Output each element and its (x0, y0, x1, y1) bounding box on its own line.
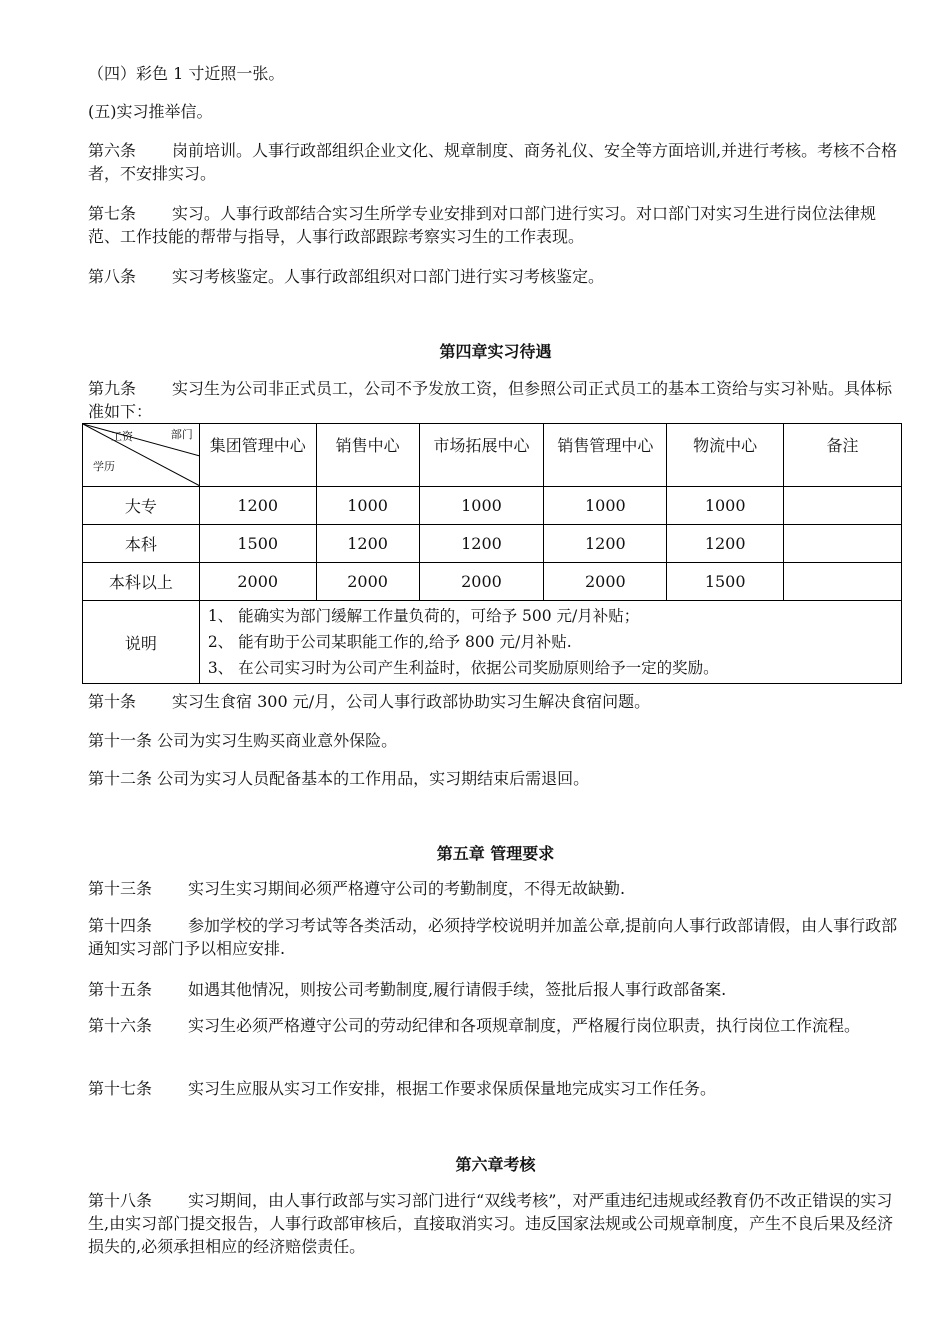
row-label: 本科以上 (83, 563, 200, 601)
corner-dept-label: 部门 (170, 428, 193, 441)
article-text: 实习生为公司非正式员工，公司不予发放工资，但参照公司正式员工的基本工资给与实习补贴。具体标准如下： (88, 379, 893, 421)
corner-edu-label: 学历 (93, 460, 115, 473)
article-number: 第十三条 (88, 879, 153, 898)
paragraph-item-4: （四）彩色 1 寸近照一张。 (88, 64, 285, 83)
article-text: 岗前培训。人事行政部组织企业文化、规章制度、商务礼仪、安全等方面培训,并进行考核。考核不合格者，不安排实习。 (88, 141, 898, 183)
note-item: 1、 能确实为部门缓解工作量负荷的，可给予 500 元/月补贴； (207, 607, 640, 625)
table-cell (784, 563, 902, 601)
notes-label: 说明 (83, 601, 200, 684)
article-number: 第十五条 (88, 980, 153, 999)
article-text: 实习生必须严格遵守公司的劳动纪律和各项规章制度，严格履行岗位职责，执行岗位工作流程。 (188, 1016, 861, 1035)
article-text: 实习生食宿 300 元/月，公司人事行政部协助实习生解决食宿问题。 (172, 692, 651, 711)
table-cell: 2000 (419, 563, 544, 601)
table-cell: 1200 (667, 525, 784, 563)
article-9 (88, 377, 903, 423)
article-number: 第九条 (88, 379, 137, 398)
note-item: 2、 能有助于公司某职能工作的,给予 800 元/月补贴. (207, 633, 572, 651)
article-number: 第六条 (88, 141, 137, 160)
article-number: 第十八条 (88, 1191, 153, 1210)
table-corner-cell (83, 424, 200, 487)
subsidy-table (82, 423, 902, 684)
table-cell: 2000 (199, 563, 316, 601)
table-cell: 1000 (316, 487, 419, 525)
article-8 (88, 265, 903, 288)
table-row (83, 487, 902, 525)
article-16 (88, 1014, 903, 1037)
article-18 (88, 1189, 903, 1258)
table-cell: 1200 (544, 525, 667, 563)
corner-salary-label: 工资 (111, 430, 133, 443)
column-header: 销售中心 (316, 424, 419, 487)
article-number: 第十七条 (88, 1079, 153, 1098)
article-text: 实习。人事行政部结合实习生所学专业安排到对口部门进行实习。对口部门对实习生进行岗位法律规范、工作技能的帮带与指导，人事行政部跟踪考察实习生的工作表现。 (88, 204, 877, 246)
article-number: 第十四条 (88, 916, 153, 935)
column-header: 物流中心 (667, 424, 784, 487)
table-cell: 1200 (199, 487, 316, 525)
article-7 (88, 202, 903, 248)
article-number: 第七条 (88, 204, 137, 223)
article-15 (88, 978, 903, 1001)
table-cell: 1000 (667, 487, 784, 525)
article-10 (88, 690, 903, 713)
note-item: 3、 在公司实习时为公司产生利益时，依据公司奖励原则给予一定的奖励。 (207, 659, 719, 677)
table-header-row (83, 424, 902, 487)
article-text: 实习生实习期间必须严格遵守公司的考勤制度，不得无故缺勤. (188, 879, 626, 898)
table-cell: 1000 (544, 487, 667, 525)
table-row (83, 563, 902, 601)
article-text: 实习考核鉴定。人事行政部组织对口部门进行实习考核鉴定。 (172, 267, 605, 286)
table-row (83, 525, 902, 563)
column-header: 备注 (784, 424, 902, 487)
chapter-4-heading: 第四章实习待遇 (439, 342, 552, 361)
article-12: 第十二条 公司为实习人员配备基本的工作用品，实习期结束后需退回。 (88, 769, 590, 788)
article-6 (88, 139, 903, 185)
article-number: 第十条 (88, 692, 137, 711)
article-text: 实习生应服从实习工作安排，根据工作要求保质保量地完成实习工作任务。 (188, 1079, 717, 1098)
row-label: 本科 (83, 525, 200, 563)
column-header: 销售管理中心 (544, 424, 667, 487)
table-cell (784, 525, 902, 563)
table-cell: 1500 (667, 563, 784, 601)
article-text: 如遇其他情况，则按公司考勤制度,履行请假手续，签批后报人事行政部备案. (188, 980, 727, 999)
table-cell (784, 487, 902, 525)
article-text: 参加学校的学习考试等各类活动，必须持学校说明并加盖公章,提前向人事行政部请假，由人事行政部通知实习部门予以相应安排. (88, 916, 898, 958)
column-header: 集团管理中心 (199, 424, 316, 487)
table-cell: 1200 (316, 525, 419, 563)
article-number: 第十六条 (88, 1016, 153, 1035)
table-cell: 2000 (544, 563, 667, 601)
article-text: 实习期间，由人事行政部与实习部门进行“双线考核”，对严重违纪违规或经教育仍不改正错误的实习生,由实习部门提交报告，人事行政部审核后，直接取消实习。违反国家法规或公司规章制度，产生不良后果及经济损失的,必须承担相应的经济赔偿责任。 (88, 1191, 894, 1256)
chapter-6-heading: 第六章考核 (455, 1155, 536, 1174)
row-label: 大专 (83, 487, 200, 525)
article-number: 第八条 (88, 267, 137, 286)
table-cell: 2000 (316, 563, 419, 601)
table-cell: 1500 (199, 525, 316, 563)
chapter-5-heading: 第五章 管理要求 (436, 844, 555, 863)
article-13 (88, 877, 903, 900)
article-14 (88, 914, 903, 960)
column-header: 市场拓展中心 (419, 424, 544, 487)
notes-cell (199, 601, 901, 684)
table-cell: 1200 (419, 525, 544, 563)
article-11: 第十一条 公司为实习生购买商业意外保险。 (88, 731, 398, 750)
article-17 (88, 1077, 903, 1100)
table-cell: 1000 (419, 487, 544, 525)
table-notes-row (83, 601, 902, 684)
paragraph-item-5: (五)实习推举信。 (88, 102, 213, 121)
